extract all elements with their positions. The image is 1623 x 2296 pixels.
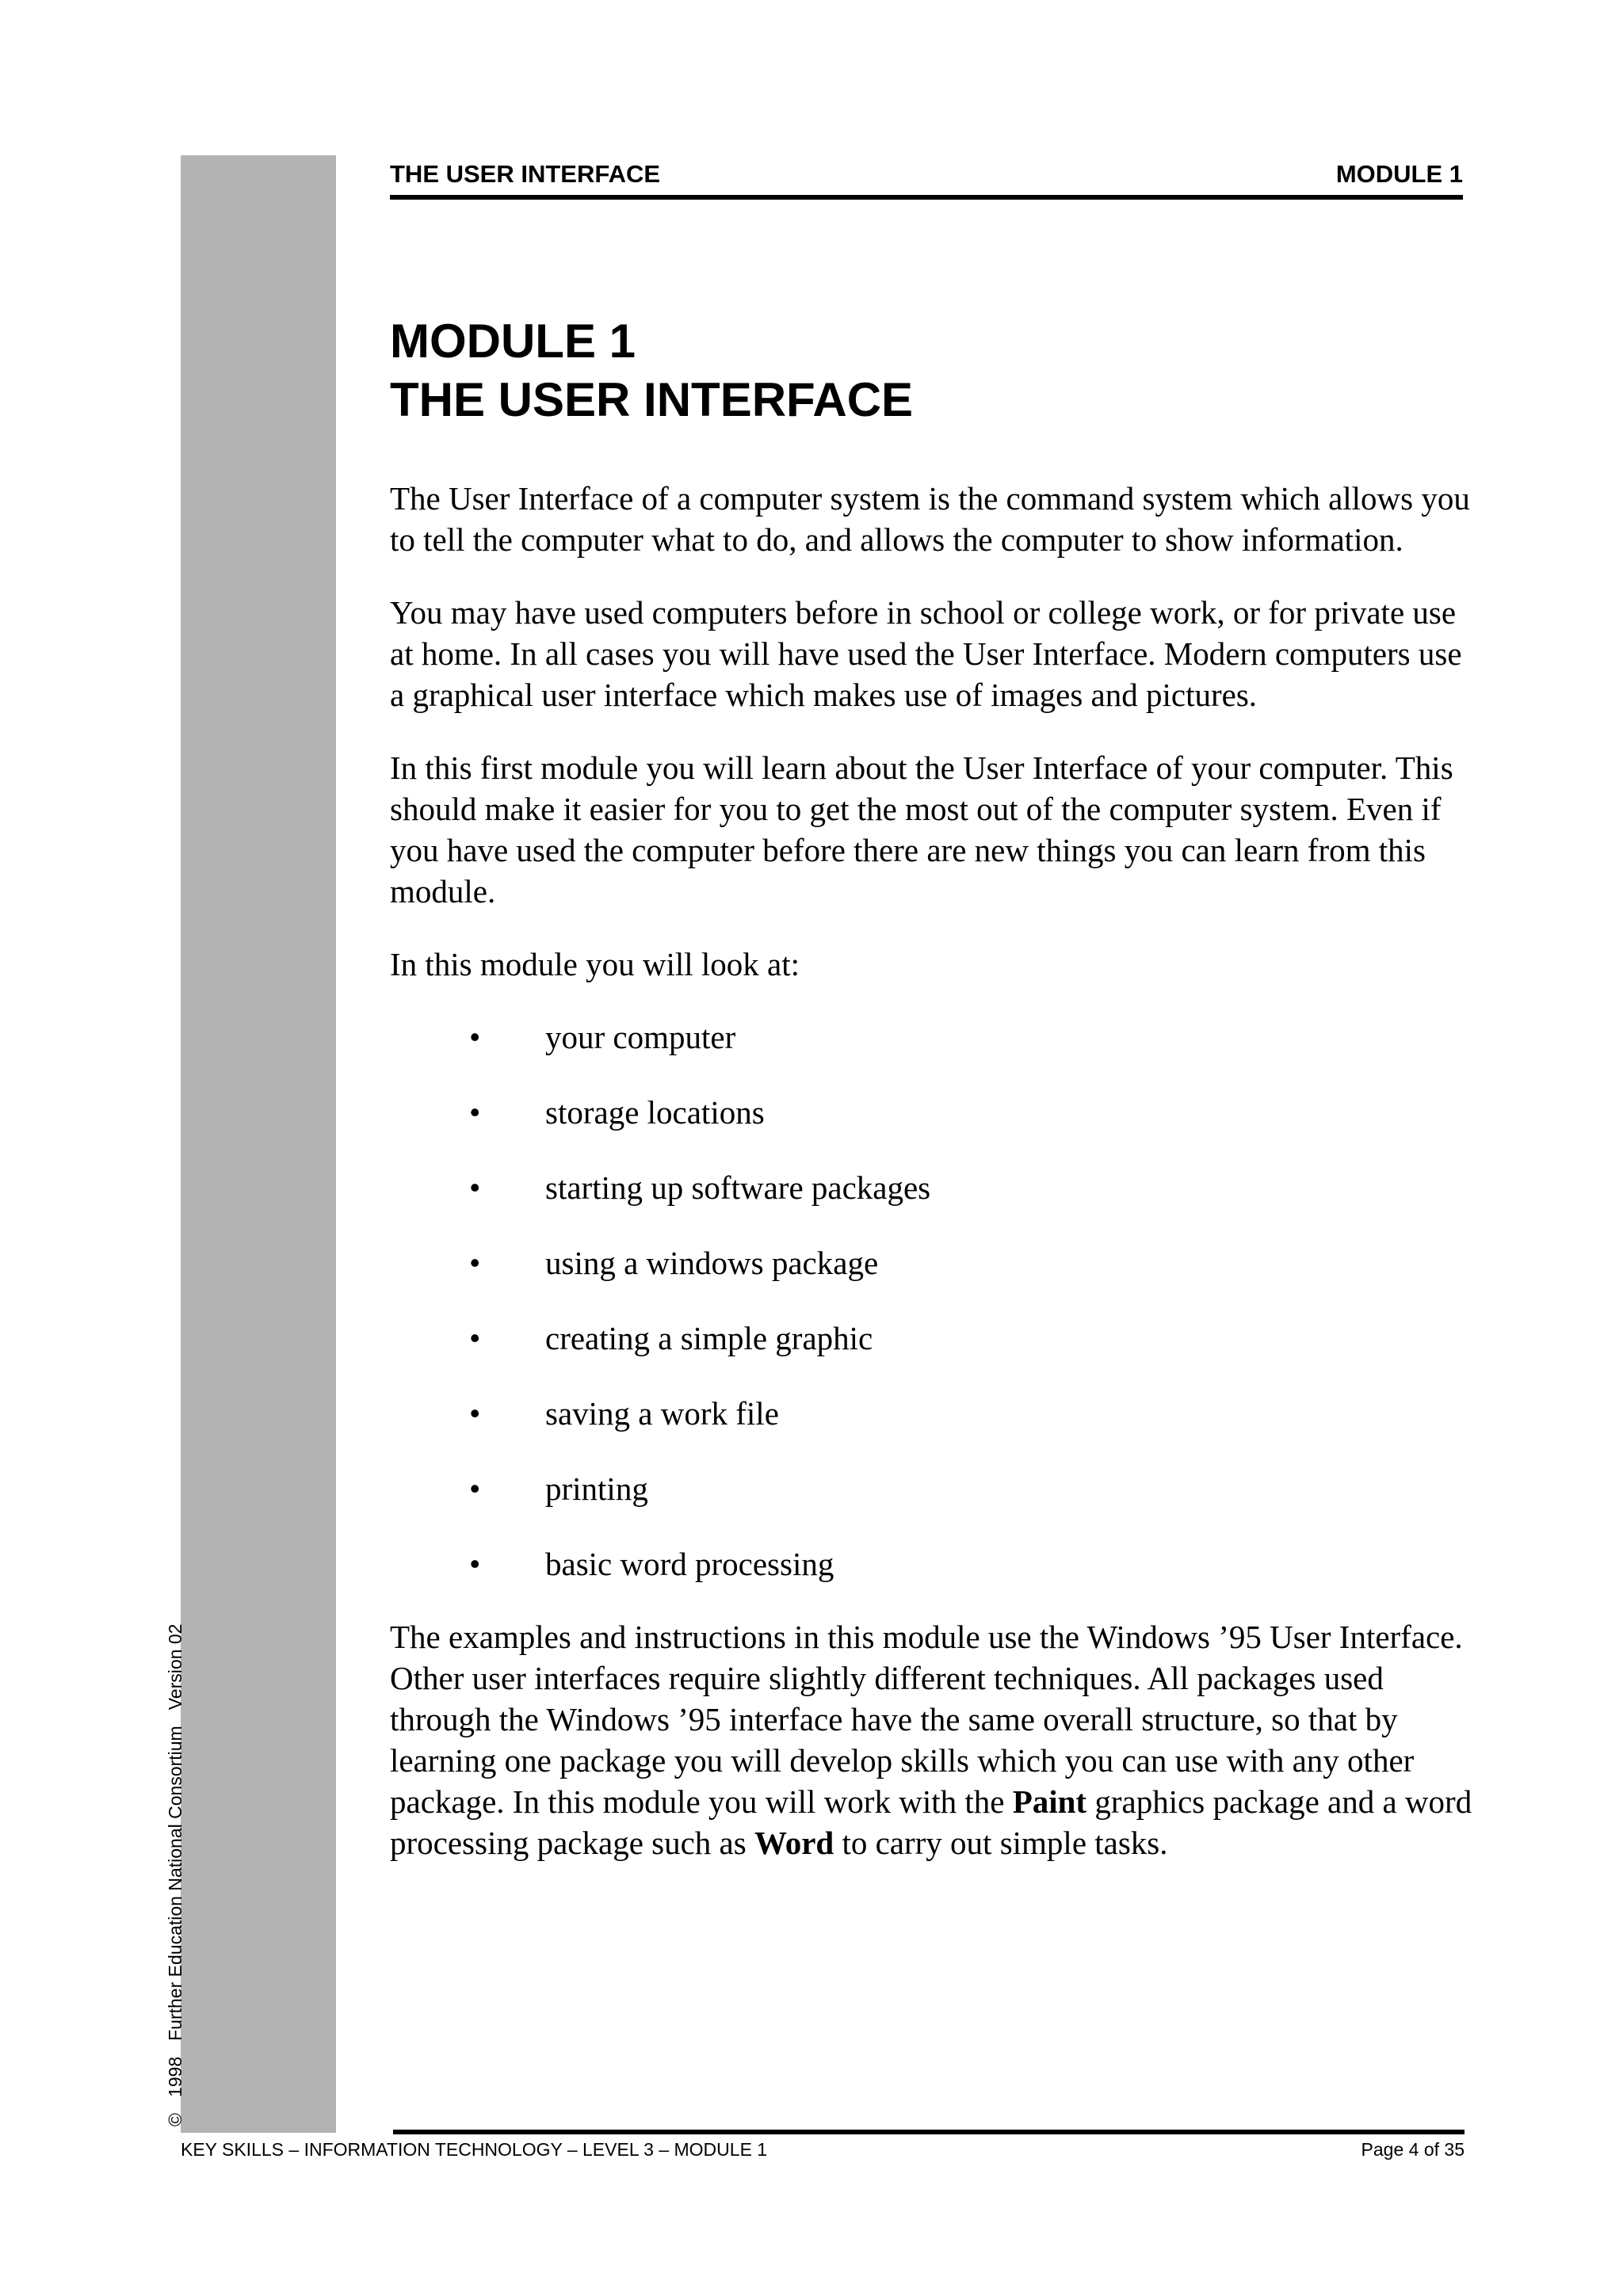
list-item [390, 1242, 1484, 1283]
footer-rule [393, 2130, 1465, 2134]
bullet-icon: • [469, 1395, 481, 1432]
closing-text-1: The examples and instructions in this module use the Windows ’95 User Interface. Other user interfaces require slightly different techniques. All packages used through the Windows ’95 interface have the same overall structure, so that by learning one package you will develop skills which you can use with any other package. In this module you will work with the [390, 1619, 1463, 1820]
bullet-icon: • [469, 1546, 481, 1582]
list-item [390, 1016, 1484, 1058]
paragraph-experience: You may have used computers before in school or college work, or for private use at home. In all cases you will have used the User Interface. Modern computers use a graphical user interface which makes use of images and pictures. [390, 594, 1462, 713]
list-item [390, 1543, 1484, 1585]
page-title [390, 312, 913, 429]
bullet-icon: • [469, 1169, 481, 1206]
list-item-text: your computer [545, 1019, 736, 1055]
copyright-notice [165, 1608, 186, 2126]
header-rule [390, 195, 1463, 200]
bullet-icon: • [469, 1320, 481, 1356]
topic-list [390, 1016, 1484, 1585]
header-section-title: THE USER INTERFACE [390, 160, 661, 188]
list-item-text: printing [545, 1470, 648, 1507]
list-item-text: starting up software packages [545, 1169, 931, 1206]
copyright-publisher: Further Education National Consortium [165, 1726, 185, 2041]
bullet-icon: • [469, 1245, 481, 1281]
list-item [390, 1393, 1484, 1434]
copyright-version: Version 02 [165, 1623, 185, 1711]
list-item [390, 1468, 1484, 1509]
bullet-icon: • [469, 1470, 481, 1507]
list-item-text: storage locations [545, 1094, 765, 1131]
list-item-text: using a windows package [545, 1245, 879, 1281]
footer-course-title: KEY SKILLS – INFORMATION TECHNOLOGY – LEVEL 3 – MODULE 1 [181, 2139, 768, 2160]
paint-package-name: Paint [1012, 1783, 1087, 1820]
main-content [390, 478, 1484, 1895]
list-item [390, 1318, 1484, 1359]
title-line-1: MODULE 1 [390, 315, 636, 368]
margin-bar [181, 155, 336, 2133]
bullet-icon: • [469, 1019, 481, 1055]
list-item-text: saving a work file [545, 1395, 779, 1432]
list-item-text: basic word processing [545, 1546, 834, 1582]
closing-text-2: graphics package and a word processing package such as [390, 1783, 1472, 1861]
paragraph-intro: The User Interface of a computer system is the command system which allows you to tell the computer what to do, and allows the computer to show information. [390, 480, 1470, 558]
title-line-2: THE USER INTERFACE [390, 373, 914, 426]
word-package-name: Word [754, 1825, 834, 1861]
header-module-label: MODULE 1 [1335, 160, 1463, 188]
page-number: Page 4 of 35 [1361, 2139, 1465, 2160]
bullet-icon: • [469, 1094, 481, 1131]
closing-text-3: to carry out simple tasks. [834, 1825, 1168, 1861]
paragraph-first-module: In this first module you will learn about the User Interface of your computer. This should make it easier for you to get the most out of the computer system. Even if you have used the computer before there are new things you can learn from this module. [390, 749, 1453, 910]
list-item [390, 1092, 1484, 1133]
copyright-year: 1998 [165, 2056, 185, 2098]
list-item [390, 1167, 1484, 1208]
paragraph-look-at: In this module you will look at: [390, 946, 800, 982]
copyright-symbol: © [165, 2113, 185, 2126]
paragraph-closing [390, 1616, 1484, 1863]
list-item-text: creating a simple graphic [545, 1320, 873, 1356]
page-header [390, 155, 1463, 196]
